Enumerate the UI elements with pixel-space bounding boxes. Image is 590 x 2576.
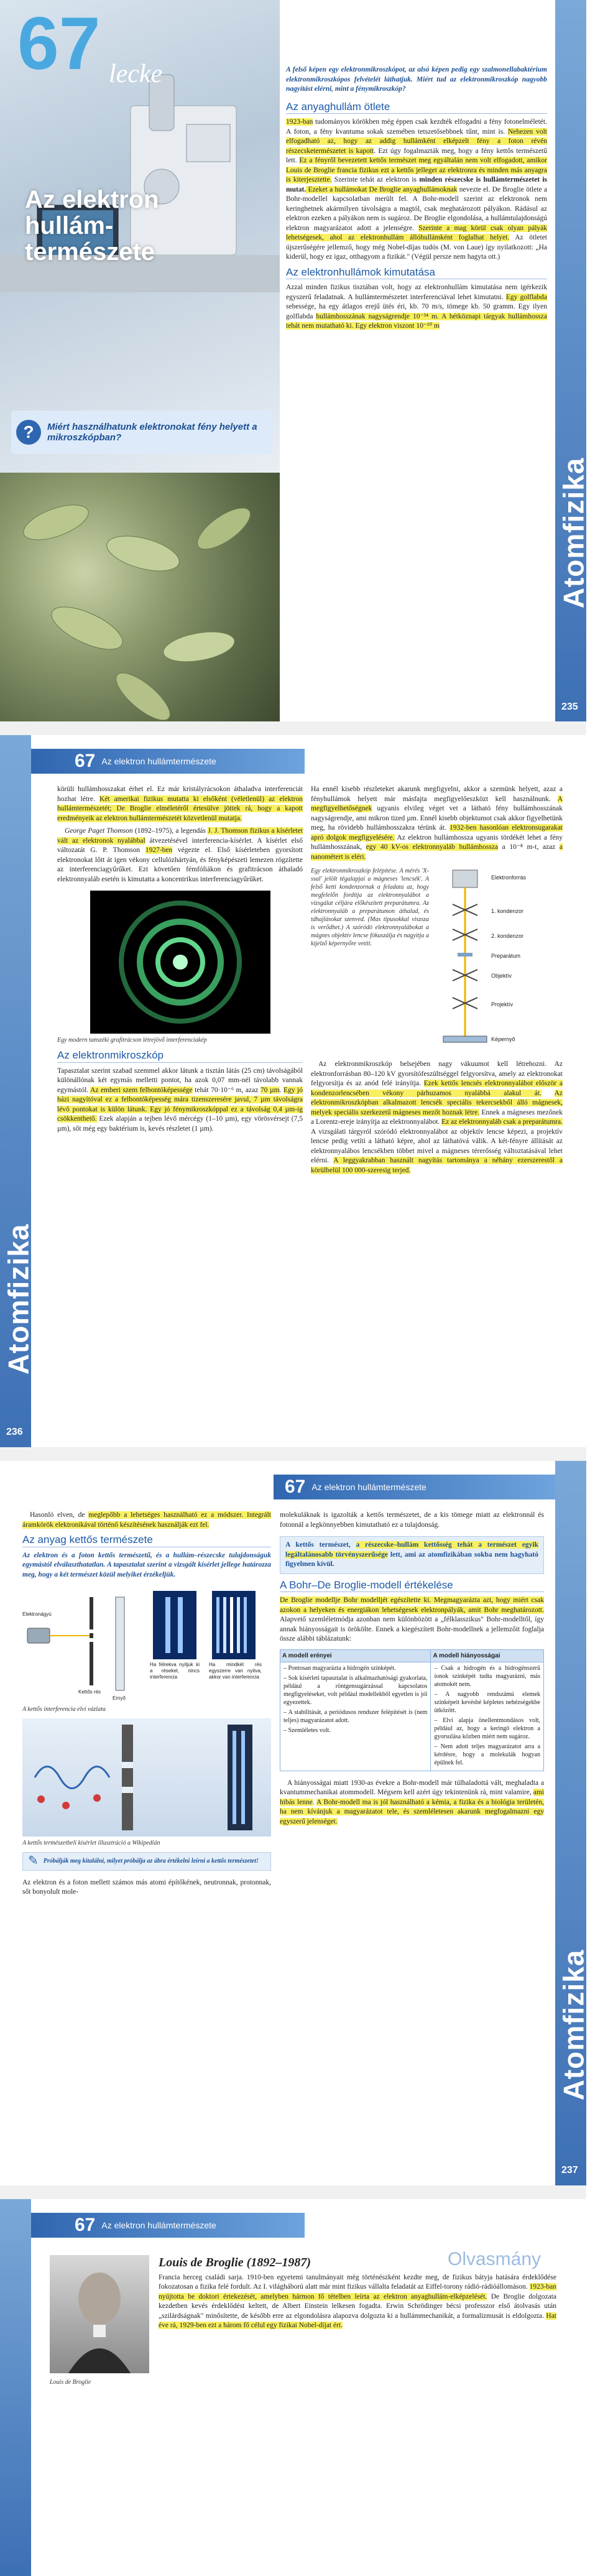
paragraph-molecules: molekuláknak is igazolták a kettős természetet, de a kis tömege miatt az elektronnál és fotonnál a legkönnyebben kimutatható ez a tulajdonság. [280,1511,544,1529]
text: Az elektron hullámhossza ugyanis tördékét lehet a fény hullámhosszának, [311,833,563,851]
hl-text: ami hibás lenne [280,1789,544,1806]
interference-photo [90,891,270,1034]
label-both-slits: Ha mindkét rés egyszerre van nyitva, akkor van interferencia [209,1662,262,1680]
hl-text: hullámhosszának nagyságrendje 10⁻³⁴ m. A hétköznapi tárgyak hullámhossza tehát nem mutatható ki. Egy elektron viszont 10⁻¹⁰ m [286,312,547,330]
p2-column-right [311,785,563,1179]
text: Sok kísérleti tapasztalat is alkalmazhatósági gyakorlata, például a röntgensugárzással kapcsolatos megfigyeléseket, volt például modellekből egyetlen is jól egyezettek. [283,1674,428,1706]
dual-nature-lead: Az elektron és a foton kettős természetű, és a hullám–részecske tulajdonságuk egymástól elválaszthatatlan. A tapasztalat szerint a vizsgált kísérlet jellege határozza meg, hogy a két természet közül melyiket érzékeljük. [22,1551,271,1578]
side-band-right [555,1461,590,2185]
text: A stabilitását, a periódusos rendszer felépítését is (nem teljes) magyarázatot adott. [283,1708,428,1724]
text: Ezek alapján a tejben lévő mércégy (1–10 µm), egy vörösvérsejt (7,5 µm), sőt még egy baktérium is, kevés részletet (1 µm). [57,1115,303,1133]
pencil-icon: ✎ [28,1854,39,1868]
bohr-model-table [280,1649,544,1771]
table-header-pros: A modell erényei [280,1649,431,1662]
hl-text: egy 40 kV-os elektronnyaláb hullámhossza [366,843,499,851]
italic-text: George Paget Thomson [65,827,133,835]
list-item: – Szemléletes volt. [283,1726,331,1734]
page-number: 237 [561,2165,578,2175]
paragraph-thomson [57,827,303,884]
text: a 10⁻⁸ m-t, azaz [498,843,560,851]
task-note [22,1852,271,1871]
paragraph-crystal [57,785,303,823]
hl-text: meglepőbb a lehetséges [88,1511,160,1519]
bio-column [159,2258,556,2334]
heading-matter-wave: Az anyaghullám ötlete [286,102,547,114]
hl-text: Az elektronmikroszkópban alkalmazott lencsék speciális tekercsekből álló mágnesek, melyek speciális szerkezetű mágneses mezőt hoznak létre. [311,1089,563,1116]
double-slit-figure [22,1585,271,1703]
hl-text: 1932-ben hasonlóan elektronsugarakat apró dolgok megfigyelésére. [311,824,563,841]
heading-bohr-evaluation: A Bohr–De Broglie-modell értékelése [280,1580,544,1593]
text: Az elektronmikroszkóp belsejében nagy vákuumot kell létrehozni. Az elektronforrásban 80–120 kV gyorsítófeszültséggel felgyorsítva, amely az elektronokat felgyorsítja és az anód felé irányítja. [311,1060,563,1087]
lesson-word: lecke [109,60,163,88]
text: Csak a hidrogén és a hidrogénszerű ionok színképét tudta magyarázni, más atomokét nem. [434,1664,541,1688]
text: tudományos körökben még éppen csak kezdték elfogadni a fény fotonelméletét. A foton, a fény kvantuma sokak szemében tetszetősebbnek [286,118,547,136]
caption-interference: Egy modern tanszéki grafitrácson létrejövő interferenciakép [57,1037,207,1044]
page-235 [0,0,590,721]
paragraph-wavelength [311,785,563,862]
hl-text: a nanométert is eléri. [311,843,563,861]
label-screen: Ernyő [113,1695,126,1701]
hl-text: használható ez a módszer. Integrált áramkörök elektronikával történő készítésének használják ezt fel. [22,1511,271,1529]
list-item: – Pontosan magyarázta a hidrogén színképét. [283,1664,396,1672]
caption-double-slit: A kettős interferencia elvi vázlata [22,1706,106,1713]
text: , mint is. [477,127,508,136]
header-lesson-number: 67 [75,751,96,771]
bacteria-illustration [0,473,280,721]
text: körüli hullámhosszakat érhet el. Ez már kristályrácsokon áthaladva interferenciát hozhat létre. [57,785,303,803]
lesson-title-line2: hullám- [25,212,114,239]
hl-text: A leggyakrabban használt nagyítás tartománya a néhány ezerszerestől a körülbelül 100 000-szeresig terjed. [311,1157,563,1174]
p2-column-left [57,785,303,1137]
label-double-slit: Kettős rés [78,1689,101,1695]
label-screen: Képernyő [491,1036,515,1042]
label-objective: Objektív [491,973,512,979]
subject-label: Atomfizika [557,1949,590,2101]
paragraph-other-particles: Az elektron és a foton mellett számos más atomi építőkének, neutronnak, protonnak, sőt bonyolult mole- [22,1878,271,1896]
text: A nagyobb rendszámú elemek színképeit kevésbé képletes nehézségekbe ütközött. [434,1690,541,1714]
text: Azzal minden fizikus tisztában volt, hogy az elektronhullám kimutatása nem igérkezik egyszerű feladatnak. A hullámtermészetet interferenciával lehet kimutatni. [286,284,547,301]
hl-text: Szerinte a mag körül csak olyan pályák lehetségesek, ahol az elektronhullám állóhullámként foglalhat helyet. [286,224,547,241]
heading-demonstration: Az elektronhullámok kimutatása [286,267,547,280]
lesson-title-line1: Az elektron [25,186,159,213]
text: tehát 70·10⁻⁶ m, azaz [192,1086,260,1094]
label-source: Elektronforrás [491,874,527,881]
text: Ennél kisebb objektumot csak akkor figyelhetünk meg, ha rövidebb hullámhosszakra térünk át. [311,814,563,832]
header-title: Az elektron hullámtermészete [311,1482,426,1492]
caption-wikipedia: A kettős természetbeli kísérlet illusztráció a Wikipedián [22,1840,160,1846]
table-cons-cell [431,1662,544,1771]
list-item: – Elvi alapja önellentmondásos volt, például az, hogy a keringő elektron a gyorsulása közben miért nem sugároz. [434,1717,540,1740]
page-header [31,749,305,774]
interference-rings [90,891,270,1034]
header-title: Az elektron hullámtermészete [101,756,216,766]
text: A hiányosságai miatt 1930-as évekre a Bohr-modell már túlhaladottá vált, meghaladta a kvantummechanikai atommodell. Mégsem kell azért úgy tekintenünk rá, mint valamire, [280,1779,544,1796]
side-band-right [555,0,590,721]
hl-text: a részecske–hullám kettősség tehát a természet egyik legáltalánosabb törvényszerűsége [285,1541,538,1559]
text [542,1090,555,1097]
caption-microscope-diagram: Egy elektronmikroszkóp felépítése. A mérés 'X-ssal' jelölt tégalapjai a mágneses 'lencsék'. A felső ketti kondenzornak a feladata az, hogy megfelelőn fordítja az elektronnyalábot a vizsgálat céljára előkészített preparátumra. Az elektronnyaláb a preparátumon áthalad, és tdhajlásokat szenved. (Mas tipusokkal viszsza is verődhet.) A szóródó elektronnyalábokat a mágnes objektív lencse fókuszálja és nagyitja a kijelző képernyőre vetíti. [311,868,429,947]
wave-particle-art [22,1718,271,1837]
text: A vizsgálati tárgyról szóródó elektronnyalábot az objektív lencse képezi, a projektív lencse pedig vetíti a látható képre, ahol az láthatóvá válik. A két-fényre állítását az elektronnyalábos lencsékben többet mivel a mágneses térerősség változtatásával lehet elérni. [311,1128,563,1164]
hl-text: 1923-ban nyújtotta be doktori értekezését, amelyben hármon fő tételben leírta az elektron anyaghullám-elképzelését. [159,2283,556,2300]
lesson-title [25,187,159,265]
hl-text: Egy jó házi nagyítóval ez a felbontóképesség mára tizenszeresére javul, 7 µm távolságra lévő pontokat is külön látunk. Egy jó fénymikroszkóppal ez a távolság 0,4 µm-ig csökkenthető. [57,1086,303,1123]
text: . Ezt úgy fogalmazták meg, hogy a fény kettős természetű lett. [286,147,547,164]
paragraph-bohr-conclusion [280,1779,544,1827]
label-specimen: Preparátum [491,953,521,959]
label-single-slit: Ha félrekva nyitjuk ki a réseket, nincs interferencia [150,1662,200,1680]
paragraph-bohr [280,1596,544,1644]
heading-electron-microscope: Az elektronmikroszkóp [57,1050,303,1063]
hl-text: De Broglie modellje Bohr modelljét egészítette ki. Megmagyarázta azt, hogy miért csak azokon a helyeken és energiákon lehetségesek elektronpályák, amit Bohr meghatározott. [280,1596,544,1614]
hl-text: Hat éve rá, 1929-ben ezt a három fő célul egy fizikai Nobel-díjat ért. [159,2312,556,2329]
hl-text: Ezek kettős lencsés elektronnyalábot először a kondenzorlencsében vékony párhuzamos nyalábbá alakul át. [311,1080,563,1097]
salmonella-micrograph [0,473,280,721]
double-slit-diagram [22,1585,271,1703]
side-band-left [0,2199,31,2576]
reading-tag: Olvasmány [448,2249,542,2269]
paragraph-demo [286,283,547,331]
label-condenser2: 2. kondenzor [491,933,524,939]
bold-text: minden részecske is hullámtermészetet is mutat. [286,176,547,193]
subject-label: Atomfizika [557,457,590,609]
hl-text: 1927-ben [145,846,173,854]
lesson-number: 67 [17,2,101,85]
label-electron-gun: Elektronágyú [22,1611,52,1617]
hl-year: 1923-ban [286,118,313,126]
paragraph-resolution [57,1067,303,1134]
p3-column-left [22,1511,271,1901]
question-icon: ? [16,420,41,445]
text: Ennek a mágneses mezőnek a Lorentz-ereje irányítja az elektronnyalábot. [311,1108,563,1126]
text: lett, ami az atomfizikában sokba nem hagyható figyelmen kívül. [285,1550,539,1568]
text: . [279,1086,283,1094]
dual-nature-box [280,1536,544,1574]
hl-text: Nehezen volt elfogadható az, hogy az addig hullámként elképzelt fény a foton révén részecsketermészetet is kapott [286,127,547,155]
hl-text: A megfigyelhetőségnek [311,795,563,812]
text: ugyanis elvileg véget vet a látható fény hullámhosszának nagyságrendje, ami mikron tized µm. [311,805,563,822]
table-pros-cell [280,1662,431,1771]
question-box [11,410,272,454]
list-item: – Sok kísérleti tapasztalat is alkalmazhatósági gyakorlata, például a röntgensugárzással kapcsolatos megfigyeléseket, volt például modellekből egyetlen is jól egyezettek. [283,1674,428,1706]
header-lesson-number: 67 [285,1476,306,1497]
text: Pontosan magyarázta a hidrogén színképét. [288,1664,396,1672]
table-header-cons: A modell hiányosságai [431,1649,544,1662]
hl-text: Ezeket a hullámokat De Broglie anyaghullámoknak [306,185,458,193]
page-gap [0,1447,586,1461]
hl-text: 70 µm [260,1086,280,1094]
list-item: – Csak a hidrogén és a hidrogénszerű ionok színképét tudta magyarázni, más atomokét nem. [434,1664,541,1688]
hl-text: Az emberi szem felbontóképessége [90,1086,193,1094]
text: Tapasztalat szerint szabad szemmel akkor látunk a tisztán látás (25 cm) távolságából különállónak két egymás melletti pontot, ha azok 0,07 mm-nél távolabb vannak egymástól. [57,1067,303,1094]
page-number: 236 [6,1427,23,1437]
paragraph-ic [22,1511,271,1530]
text: nevezte el. De Broglie ötlete a Bohr-modellel kapcsolatban merült fel. A Bohr-modell szerint az elektronok nem keringhetnek akármilyen távolságra a magtól, csak meghatározott pályákon. Rádásul az elektron ezeken a pályákon nem is sugároz. De Broglie elgondolása, a hullámtulajdonságú elektron magyarázatot adott a jelenségre. [286,185,548,232]
portrait-caption: Louis de Broglie [50,2379,91,2386]
side-band-left [0,735,35,1447]
text: Elvi alapja önellentmondásos volt, például az, hogy a keringő elektron a gyorsulása közben miért nem sugároz. [434,1717,540,1740]
hl-text: Ez az elektronnyaláb csak a preparátumra. [441,1118,563,1126]
text: Szemléletes volt. [288,1726,331,1734]
page-gap [0,2185,586,2199]
p3-column-right [280,1511,544,1830]
lesson-title-line3: természete [25,238,155,266]
text: tűnt [466,127,477,136]
text: végezte el. Első kísérleteben gyorsított elektronokat lőtt át igen vékony cellulózhártyán, és fényképészeti lemezen rögzítette az interferenciagyűrűket. Ezt követően fémfóliákon és grafitrácson áthaladó elektronnyaláb esetén is kimutatta a koncentrikus interferenciagyűrűket. [57,846,303,883]
hl-text: A Bohr-modell ma is jól használható a kémia, a fizika és a biológia területén, ha nem kívánjuk a magyarázatot tele, és szemléletesen akarunk megfogalmazni egy egyszerű jelenséget. [280,1798,544,1825]
text: Francia herceg családi sarja. 1910-ben egyetemi tanulmányait még történészként kezdte meg, de fizikus bátyja hatására érdeklődése fokozatosan a fizika felé fordult. Az I. világháború alatt már mint fizikus vállalta feladatát az Eiffel-torony rádió-rádióállomáson. [159,2273,556,2291]
list-item: – Nem adott teljes magyarázatot arra a kérdésre, hogy a molekulák hogyan épülnek fel. [434,1743,541,1766]
bio-paragraph [159,2273,556,2331]
question-text: Miért használhatunk elektronokat fény helyett a mikroszkópban? [47,422,257,443]
text: átvezetésével interferencia-kísérlet. A kísérlet első változatát G. P. Thomson [57,836,303,854]
list-item: – A stabilitását, a periódusos rendszer felépítését is (nem teljes) magyarázatot adott. [283,1708,428,1724]
page-header [274,1475,555,1499]
page-236 [0,735,586,1447]
list-item: – A nagyobb rendszámú elemek színképeit kevésbé képletes nehézségekbe ütközött. [434,1690,541,1714]
text: . [312,1798,316,1806]
text: Az ötletet újszerűségére jellemző, hogy még Nobel-díjas tudós (M. von Laue) így nyilatkozott: „Ha kiderül, hogy ez igaz, otthagyom a fizikát." (Végül persze nem hagyta ott.) [286,234,547,261]
hl-text: Ez a fényről bevezetett kettős természet meg egyáltalán nem volt elfogadott, amikor Louis de Broglie francia fizikus ezt a kettős jelleget az elektronra és minden más anyagra is kiterjesztette. [286,157,547,183]
p1-text-column [286,65,547,335]
portrait-illustration [50,2255,149,2373]
header-lesson-number: 67 [75,2215,96,2235]
paragraph-idea [286,118,547,262]
text: Hasonló elven, de [30,1511,89,1519]
portrait-photo [50,2255,149,2373]
bio-title: Louis de Broglie (1892–1987) [159,2256,311,2269]
task-note-text: Próbálják meg kitalálni, milyet próbálja az ábra értékelni leírni a kettős természetet! [43,1858,259,1865]
page-gap [0,721,586,735]
page-number: 235 [561,702,578,712]
text: Ha ennél kisebb részleteket akarunk megfigyelni, akkor a szemünk helyett, azaz a fényhullámok helyett már másfajta megfigyelőeszközt kell használnunk. [311,785,563,803]
heading-dual-nature: Az anyag kettős természete [22,1535,271,1547]
text: sebessége, ha egy átlagos erejű ütés éri, kb. 70 m/s, tömege kb. 50 gramm. Egy ilyen golflabda [286,303,547,320]
label-projective: Projektív [491,1001,514,1008]
microscope-diagram-block [311,867,563,1054]
microscope-diagram [434,867,561,1054]
text: De Broglie dolgozata kezdetben kevés érdeklődést keltett, de Albert Einstein lelkesen fogadta. Erwin Schrödinger bécsi professzor első átolvasás után „szilárdságnak" minősítette, de később erre az elgondolásra alapozva dolgozta ki a hullámmechanikát, a formalizmusát is eldolgozta. [159,2292,556,2320]
page-reading [0,2199,586,2576]
hl-text: Egy golflabda [505,293,547,301]
paragraph-vacuum [311,1060,563,1175]
text: Nem adott teljes magyarázatot arra a kérdésre, hogy a molekulák hogyan épülnek fel. [434,1743,541,1766]
label-condenser1: 1. kondenzor [491,908,524,914]
header-title: Az elektron hullámtermészete [101,2220,216,2230]
page-header [31,2213,305,2238]
text: Alapvető szemléletmódja azonban nem különbözött a „félklasszikus" Bohr-modelltől, így annak hiányosságait is örökölte. Ennek a kiegészített Bohr-modellnek a jellemzőit foglalja össze alábbi táblázatunk: [280,1616,544,1642]
subject-label: Atomfizika [2,1223,35,1375]
hl-text: Két amerikai fizikus mutatta ki elsőként (véletlenül) az elektron hullámtermészetét; De Broglie elméletéről értesülve jöttek rá, hogy a kapott eredményeik az elektron hullámtermészetét közvetlenül mutatja. [57,795,303,822]
hl-text: J. J. Thomson fizikus a kísérletet vált az elektronok nyalábbal [57,827,303,845]
text: Szerinte tehát az elektron is [331,176,420,183]
intro-text: A felső képen egy elektronmikroszkópot, az alsó képen pedig egy szalmonellabaktérium elektronmikroszkópos felvételét láthatjuk. Miért tud az elektronmikroszkóp nagyobb nagyítást elérni, mint a fénymikroszkóp? [286,66,547,93]
text: A kettős természet, [285,1541,356,1549]
text: (1892–1975), a legendás [132,827,208,835]
page-237 [0,1461,590,2185]
wave-particle-illustration [22,1718,271,1837]
